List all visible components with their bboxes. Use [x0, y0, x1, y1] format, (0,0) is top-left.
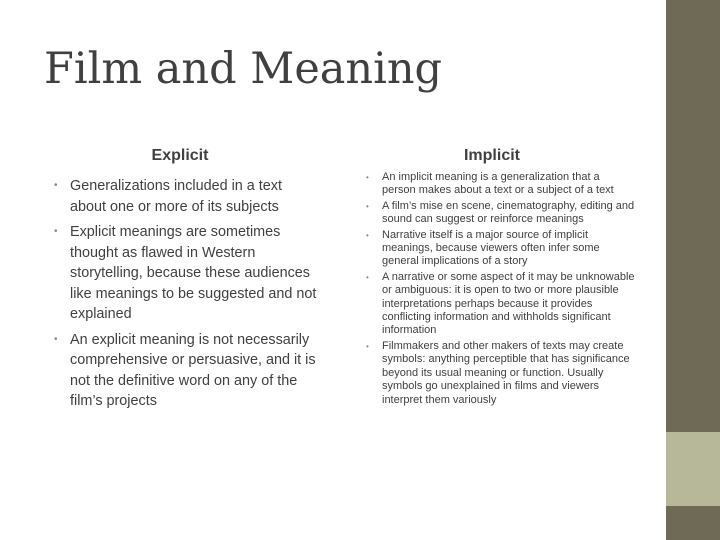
list-item-text: Explicit meanings are sometimes thought as flawed in Western storytelling, because these audiences like meanings to be suggested and not explained	[70, 224, 317, 322]
bullet-icon: •	[54, 180, 58, 191]
bullet-icon: •	[366, 173, 369, 182]
implicit-heading: Implicit	[463, 147, 520, 164]
slide-title: Film and Meaning	[44, 44, 443, 94]
decorative-band-middle	[666, 432, 720, 506]
bullet-icon: •	[366, 201, 369, 211]
list-item	[54, 222, 319, 325]
list-item-text: An explicit meaning is not necessarily comprehensive or persuasive, and it is not the definitive word on any of the film’s projects	[70, 331, 316, 409]
bullet-icon: •	[366, 230, 369, 240]
bullet-icon: •	[366, 341, 369, 351]
list-item-text: Narrative itself is a major source of implicit meanings, because viewers often infer some general implications of a story	[382, 228, 600, 268]
list-item	[366, 200, 636, 227]
list-item	[366, 340, 636, 407]
list-item-text: Generalizations included in a text about one or more of its subjects	[70, 178, 282, 215]
list-item	[366, 271, 636, 338]
explicit-heading: Explicit	[151, 147, 209, 164]
decorative-band-top	[666, 0, 720, 432]
list-item	[54, 176, 319, 217]
decorative-band-bottom	[666, 506, 720, 540]
list-item-text: A narrative or some aspect of it may be unknowable or ambiguous: it is open to two or more plausible interpretations perhaps because it provides conflicting information and withholds significant information	[382, 270, 635, 337]
list-item	[54, 330, 319, 412]
list-item	[366, 171, 636, 198]
explicit-list	[54, 176, 319, 417]
list-item-text: Filmmakers and other makers of texts may create symbols: anything perceptible that has significance beyond its usual meaning or function. Usually symbols go unexplained in films and viewers interpret them variously	[382, 339, 630, 406]
bullet-icon: •	[54, 226, 58, 237]
implicit-list	[366, 171, 636, 409]
list-item-text: A film’s mise en scene, cinematography, editing and sound can suggest or reinforce meanings	[382, 199, 635, 226]
bullet-icon: •	[366, 272, 369, 282]
list-item-text: An implicit meaning is a generalization that a person makes about a text or a subject of a text	[382, 171, 614, 197]
list-item	[366, 229, 636, 269]
bullet-icon: •	[54, 333, 58, 345]
